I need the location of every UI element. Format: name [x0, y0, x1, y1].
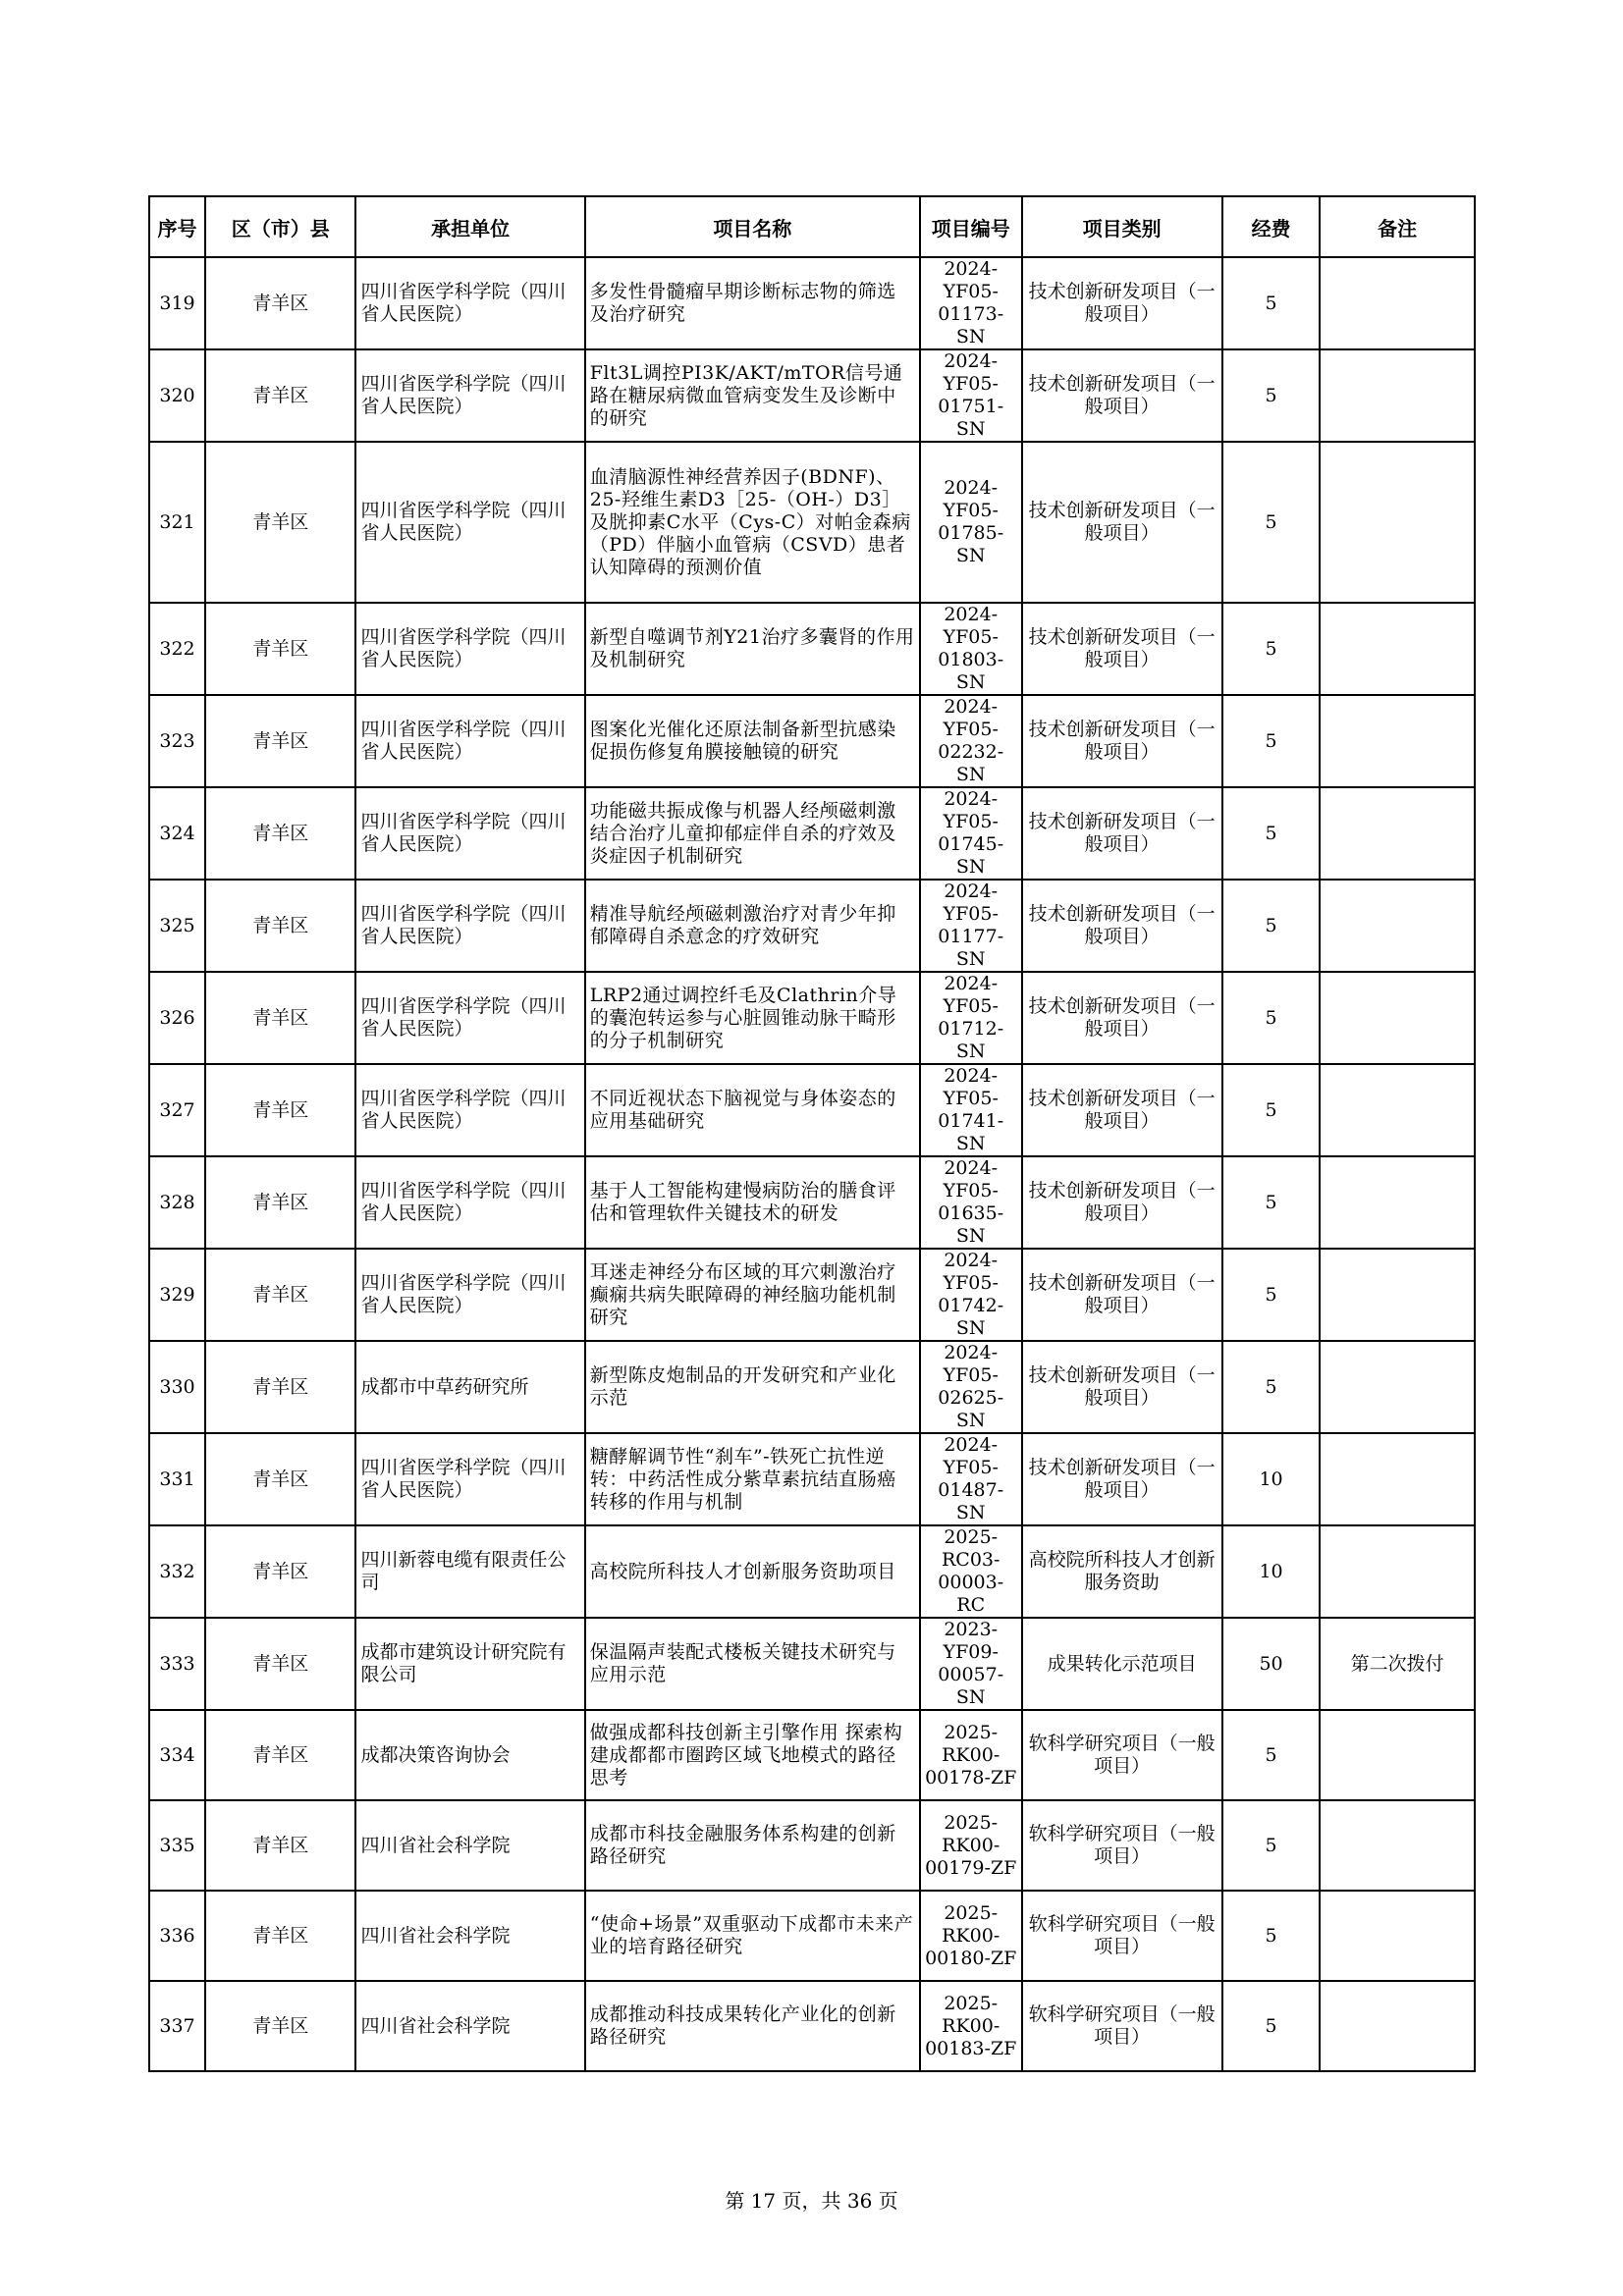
- cell-category: 技术创新研发项目（一般项目）: [1022, 442, 1222, 603]
- cell-district: 青羊区: [205, 1249, 355, 1341]
- cell-note: [1320, 1064, 1475, 1156]
- cell-district: 青羊区: [205, 1341, 355, 1433]
- cell-project-code: 2025-RK00-00179-ZF: [920, 1800, 1022, 1891]
- cell-district: 青羊区: [205, 787, 355, 880]
- cell-category: 技术创新研发项目（一般项目）: [1022, 880, 1222, 972]
- table-row: [149, 1156, 1475, 1249]
- cell-project-name: 功能磁共振成像与机器人经颅磁刺激结合治疗儿童抑郁症伴自杀的疗效及炎症因子机制研究: [585, 787, 920, 880]
- cell-category: 技术创新研发项目（一般项目）: [1022, 787, 1222, 880]
- cell-project-code: 2024-YF05-01741-SN: [920, 1064, 1022, 1156]
- cell-note: [1320, 1981, 1475, 2071]
- header-funding: 经费: [1222, 196, 1321, 257]
- cell-district: 青羊区: [205, 1156, 355, 1249]
- cell-project-code: 2025-RK00-00178-ZF: [920, 1710, 1022, 1800]
- cell-no: 322: [149, 603, 205, 695]
- table-row: [149, 972, 1475, 1064]
- table-row: [149, 1064, 1475, 1156]
- cell-project-code: 2024-YF05-01742-SN: [920, 1249, 1022, 1341]
- cell-unit: 四川省医学科学院（四川省人民医院）: [355, 695, 584, 787]
- cell-category: 技术创新研发项目（一般项目）: [1022, 1156, 1222, 1249]
- header-note: 备注: [1320, 196, 1475, 257]
- table-header-row: [149, 196, 1475, 257]
- cell-unit: 四川新蓉电缆有限责任公司: [355, 1525, 584, 1618]
- table-row: [149, 1618, 1475, 1710]
- table-row: [149, 695, 1475, 787]
- cell-project-name: 新型陈皮炮制品的开发研究和产业化示范: [585, 1341, 920, 1433]
- cell-district: 青羊区: [205, 1710, 355, 1800]
- cell-project-code: 2024-YF05-01173-SN: [920, 257, 1022, 349]
- cell-note: [1320, 603, 1475, 695]
- cell-no: 329: [149, 1249, 205, 1341]
- cell-project-code: 2024-YF05-01177-SN: [920, 880, 1022, 972]
- cell-project-code: 2024-YF05-02625-SN: [920, 1341, 1022, 1433]
- cell-project-code: 2025-RK00-00180-ZF: [920, 1891, 1022, 1981]
- cell-note: [1320, 787, 1475, 880]
- cell-funding: 5: [1222, 257, 1321, 349]
- cell-funding: 5: [1222, 1981, 1321, 2071]
- cell-no: 328: [149, 1156, 205, 1249]
- cell-district: 青羊区: [205, 1525, 355, 1618]
- cell-note: [1320, 972, 1475, 1064]
- cell-note: [1320, 1891, 1475, 1981]
- cell-funding: 5: [1222, 880, 1321, 972]
- cell-project-name: 精准导航经颅磁刺激治疗对青少年抑郁障碍自杀意念的疗效研究: [585, 880, 920, 972]
- cell-project-name: 保温隔声装配式楼板关键技术研究与应用示范: [585, 1618, 920, 1710]
- header-category: 项目类别: [1022, 196, 1222, 257]
- cell-note: [1320, 1249, 1475, 1341]
- cell-unit: 四川省医学科学院（四川省人民医院）: [355, 972, 584, 1064]
- cell-category: 技术创新研发项目（一般项目）: [1022, 1433, 1222, 1525]
- cell-unit: 四川省医学科学院（四川省人民医院）: [355, 1064, 584, 1156]
- cell-funding: 5: [1222, 695, 1321, 787]
- cell-unit: 四川省医学科学院（四川省人民医院）: [355, 442, 584, 603]
- table-row: [149, 442, 1475, 603]
- cell-category: 软科学研究项目（一般项目）: [1022, 1710, 1222, 1800]
- cell-unit: 成都市中草药研究所: [355, 1341, 584, 1433]
- cell-unit: 四川省医学科学院（四川省人民医院）: [355, 1433, 584, 1525]
- cell-category: 技术创新研发项目（一般项目）: [1022, 349, 1222, 442]
- cell-project-name: 糖酵解调节性“刹车”-铁死亡抗性逆转：中药活性成分紫草素抗结直肠癌转移的作用与机制: [585, 1433, 920, 1525]
- cell-category: 软科学研究项目（一般项目）: [1022, 1800, 1222, 1891]
- cell-funding: 10: [1222, 1433, 1321, 1525]
- cell-no: 325: [149, 880, 205, 972]
- cell-note: [1320, 1341, 1475, 1433]
- cell-project-name: “使命+场景”双重驱动下成都市未来产业的培育路径研究: [585, 1891, 920, 1981]
- cell-no: 321: [149, 442, 205, 603]
- cell-district: 青羊区: [205, 257, 355, 349]
- cell-funding: 5: [1222, 1156, 1321, 1249]
- cell-note: [1320, 1433, 1475, 1525]
- cell-note: 第二次拨付: [1320, 1618, 1475, 1710]
- cell-category: 技术创新研发项目（一般项目）: [1022, 972, 1222, 1064]
- cell-unit: 四川省医学科学院（四川省人民医院）: [355, 349, 584, 442]
- cell-unit: 四川省医学科学院（四川省人民医院）: [355, 880, 584, 972]
- cell-category: 成果转化示范项目: [1022, 1618, 1222, 1710]
- header-unit: 承担单位: [355, 196, 584, 257]
- project-table: [148, 195, 1476, 2072]
- cell-project-code: 2024-YF05-01803-SN: [920, 603, 1022, 695]
- cell-unit: 成都市建筑设计研究院有限公司: [355, 1618, 584, 1710]
- cell-project-name: Flt3L调控PI3K/AKT/mTOR信号通路在糖尿病微血管病变发生及诊断中的研究: [585, 349, 920, 442]
- cell-note: [1320, 1800, 1475, 1891]
- cell-unit: 成都决策咨询协会: [355, 1710, 584, 1800]
- cell-project-code: 2025-RK00-00183-ZF: [920, 1981, 1022, 2071]
- cell-funding: 5: [1222, 1710, 1321, 1800]
- cell-funding: 5: [1222, 1341, 1321, 1433]
- cell-funding: 5: [1222, 603, 1321, 695]
- cell-project-name: 成都推动科技成果转化产业化的创新路径研究: [585, 1981, 920, 2071]
- cell-district: 青羊区: [205, 1891, 355, 1981]
- cell-district: 青羊区: [205, 1800, 355, 1891]
- cell-no: 334: [149, 1710, 205, 1800]
- cell-project-name: 基于人工智能构建慢病防治的膳食评估和管理软件关键技术的研发: [585, 1156, 920, 1249]
- cell-funding: 50: [1222, 1618, 1321, 1710]
- cell-category: 技术创新研发项目（一般项目）: [1022, 1064, 1222, 1156]
- cell-project-code: 2024-YF05-01785-SN: [920, 442, 1022, 603]
- cell-unit: 四川省社会科学院: [355, 1800, 584, 1891]
- cell-note: [1320, 349, 1475, 442]
- cell-no: 337: [149, 1981, 205, 2071]
- cell-project-code: 2023-YF09-00057-SN: [920, 1618, 1022, 1710]
- cell-funding: 5: [1222, 1891, 1321, 1981]
- header-project-code: 项目编号: [920, 196, 1022, 257]
- table-row: [149, 1341, 1475, 1433]
- table-row: [149, 1433, 1475, 1525]
- table-row: [149, 603, 1475, 695]
- cell-project-name: 耳迷走神经分布区域的耳穴刺激治疗癫痫共病失眠障碍的神经脑功能机制研究: [585, 1249, 920, 1341]
- cell-funding: 5: [1222, 1800, 1321, 1891]
- cell-no: 323: [149, 695, 205, 787]
- cell-note: [1320, 1525, 1475, 1618]
- table-row: [149, 1800, 1475, 1891]
- cell-project-code: 2024-YF05-01635-SN: [920, 1156, 1022, 1249]
- cell-unit: 四川省医学科学院（四川省人民医院）: [355, 603, 584, 695]
- cell-category: 高校院所科技人才创新服务资助: [1022, 1525, 1222, 1618]
- cell-note: [1320, 257, 1475, 349]
- cell-project-code: 2024-YF05-01745-SN: [920, 787, 1022, 880]
- cell-district: 青羊区: [205, 442, 355, 603]
- page-footer: 第 17 页，共 36 页: [725, 2189, 898, 2213]
- cell-project-code: 2025-RC03-00003-RC: [920, 1525, 1022, 1618]
- cell-unit: 四川省医学科学院（四川省人民医院）: [355, 787, 584, 880]
- cell-project-code: 2024-YF05-01712-SN: [920, 972, 1022, 1064]
- cell-no: 326: [149, 972, 205, 1064]
- cell-project-name: 不同近视状态下脑视觉与身体姿态的应用基础研究: [585, 1064, 920, 1156]
- cell-note: [1320, 880, 1475, 972]
- cell-category: 技术创新研发项目（一般项目）: [1022, 257, 1222, 349]
- cell-unit: 四川省社会科学院: [355, 1891, 584, 1981]
- cell-funding: 10: [1222, 1525, 1321, 1618]
- cell-unit: 四川省医学科学院（四川省人民医院）: [355, 1249, 584, 1341]
- cell-funding: 5: [1222, 787, 1321, 880]
- header-project-name: 项目名称: [585, 196, 920, 257]
- cell-no: 320: [149, 349, 205, 442]
- table-row: [149, 257, 1475, 349]
- cell-district: 青羊区: [205, 695, 355, 787]
- cell-project-code: 2024-YF05-01751-SN: [920, 349, 1022, 442]
- cell-district: 青羊区: [205, 603, 355, 695]
- cell-district: 青羊区: [205, 1433, 355, 1525]
- table-row: [149, 1981, 1475, 2071]
- cell-category: 技术创新研发项目（一般项目）: [1022, 603, 1222, 695]
- cell-no: 336: [149, 1891, 205, 1981]
- cell-no: 327: [149, 1064, 205, 1156]
- cell-note: [1320, 695, 1475, 787]
- cell-no: 330: [149, 1341, 205, 1433]
- cell-district: 青羊区: [205, 1981, 355, 2071]
- cell-no: 324: [149, 787, 205, 880]
- cell-unit: 四川省医学科学院（四川省人民医院）: [355, 257, 584, 349]
- cell-category: 软科学研究项目（一般项目）: [1022, 1981, 1222, 2071]
- table-row: [149, 1249, 1475, 1341]
- table-row: [149, 1525, 1475, 1618]
- cell-project-name: 图案化光催化还原法制备新型抗感染促损伤修复角膜接触镜的研究: [585, 695, 920, 787]
- cell-district: 青羊区: [205, 972, 355, 1064]
- cell-funding: 5: [1222, 349, 1321, 442]
- cell-project-name: 高校院所科技人才创新服务资助项目: [585, 1525, 920, 1618]
- table-row: [149, 880, 1475, 972]
- cell-unit: 四川省社会科学院: [355, 1981, 584, 2071]
- cell-district: 青羊区: [205, 1618, 355, 1710]
- cell-category: 软科学研究项目（一般项目）: [1022, 1891, 1222, 1981]
- table-body: [149, 257, 1475, 2071]
- cell-project-name: 血清脑源性神经营养因子(BDNF)、25-羟维生素D3［25-（OH-）D3］及胱抑素C水平（Cys-C）对帕金森病（PD）伴脑小血管病（CSVD）患者认知障碍的预测价值: [585, 442, 920, 603]
- table-row: [149, 1891, 1475, 1981]
- cell-funding: 5: [1222, 1064, 1321, 1156]
- header-no: 序号: [149, 196, 205, 257]
- cell-no: 332: [149, 1525, 205, 1618]
- cell-project-name: 多发性骨髓瘤早期诊断标志物的筛选及治疗研究: [585, 257, 920, 349]
- cell-district: 青羊区: [205, 880, 355, 972]
- cell-project-name: 成都市科技金融服务体系构建的创新路径研究: [585, 1800, 920, 1891]
- table-row: [149, 1710, 1475, 1800]
- cell-project-name: 做强成都科技创新主引擎作用 探索构建成都都市圈跨区域飞地模式的路径思考: [585, 1710, 920, 1800]
- cell-project-name: 新型自噬调节剂Y21治疗多囊肾的作用及机制研究: [585, 603, 920, 695]
- cell-funding: 5: [1222, 1249, 1321, 1341]
- cell-funding: 5: [1222, 972, 1321, 1064]
- cell-category: 技术创新研发项目（一般项目）: [1022, 1249, 1222, 1341]
- cell-note: [1320, 1156, 1475, 1249]
- cell-no: 331: [149, 1433, 205, 1525]
- cell-project-name: LRP2通过调控纤毛及Clathrin介导的囊泡转运参与心脏圆锥动脉干畸形的分子机制研究: [585, 972, 920, 1064]
- cell-no: 335: [149, 1800, 205, 1891]
- cell-funding: 5: [1222, 442, 1321, 603]
- cell-category: 技术创新研发项目（一般项目）: [1022, 1341, 1222, 1433]
- cell-note: [1320, 1710, 1475, 1800]
- cell-district: 青羊区: [205, 349, 355, 442]
- table-row: [149, 787, 1475, 880]
- cell-no: 333: [149, 1618, 205, 1710]
- header-district: 区（市）县: [205, 196, 355, 257]
- table-row: [149, 349, 1475, 442]
- cell-unit: 四川省医学科学院（四川省人民医院）: [355, 1156, 584, 1249]
- cell-project-code: 2024-YF05-01487-SN: [920, 1433, 1022, 1525]
- cell-project-code: 2024-YF05-02232-SN: [920, 695, 1022, 787]
- cell-category: 技术创新研发项目（一般项目）: [1022, 695, 1222, 787]
- cell-note: [1320, 442, 1475, 603]
- cell-district: 青羊区: [205, 1064, 355, 1156]
- cell-no: 319: [149, 257, 205, 349]
